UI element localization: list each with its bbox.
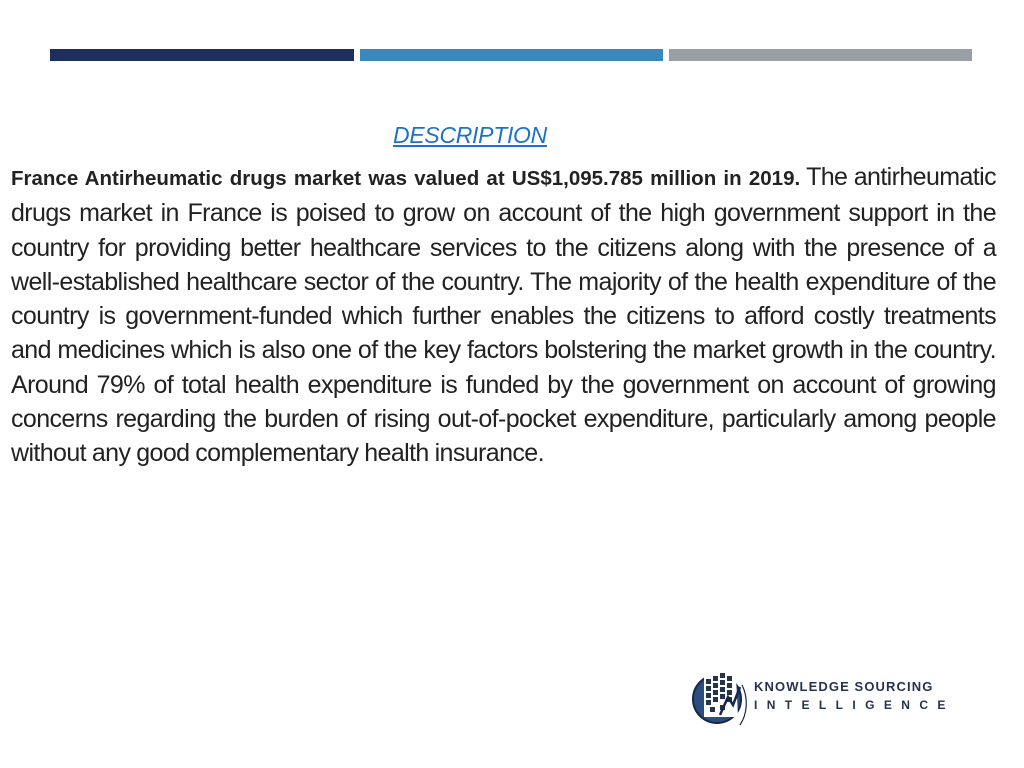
logo-text-intelligence: INTELLIGENCE [754, 698, 955, 712]
accent-bar-light-blue [360, 49, 663, 61]
accent-bar-gray [669, 49, 972, 61]
accent-bar-dark-blue [50, 49, 354, 61]
building-globe-icon [690, 655, 754, 727]
description-heading: DESCRIPTION [393, 122, 547, 148]
company-logo [690, 655, 955, 730]
description-paragraph [11, 160, 996, 471]
logo-text-knowledge-sourcing: KNOWLEDGE SOURCING [754, 679, 934, 694]
description-body: The antirheumatic drugs market in France is poised to grow on account of the high government support in the country for providing better healthcare services to the citizens along with the presence of a well-established healthcare sector of the country. The majority of the health expenditure of the country is government-funded which further enables the citizens to afford costly treatments and medicines which is also one of the key factors bolstering the market growth in the country. Around 79% of total health expenditure is funded by the government on account of growing concerns regarding the burden of rising out-of-pocket expenditure, particularly among people without any good complementary health insurance. [11, 163, 996, 468]
header-accent-bars [50, 49, 972, 61]
market-value-lead: France Antirheumatic drugs market was valued at US$1,095.785 million in 2019. [11, 167, 801, 190]
